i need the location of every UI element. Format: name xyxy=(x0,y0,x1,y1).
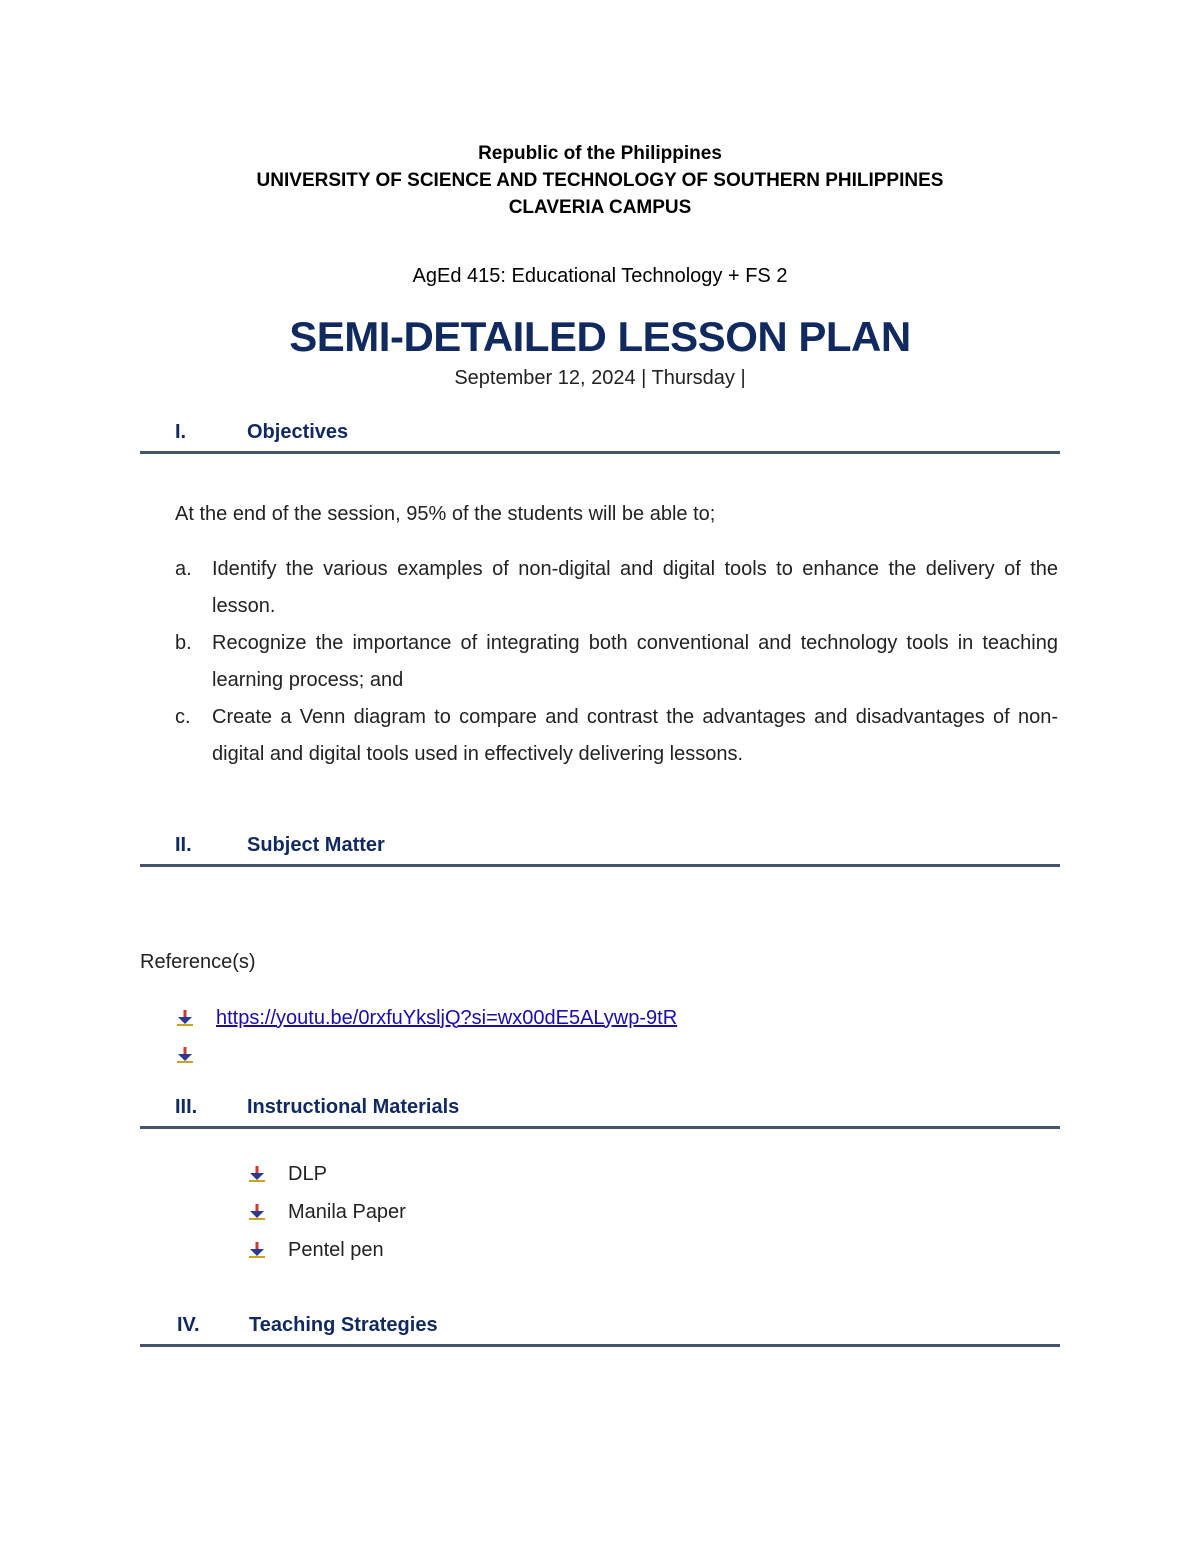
reference-link[interactable]: https://youtu.be/0rxfuYksljQ?si=wx00dE5ALywp-9tR xyxy=(216,1006,678,1029)
objective-marker: c. xyxy=(175,706,191,728)
header-campus: CLAVERIA CAMPUS xyxy=(508,197,692,218)
arrow-bullet-icon xyxy=(176,1009,194,1027)
section-rule xyxy=(140,1126,1060,1129)
section-number: III. xyxy=(175,1096,198,1118)
material-text: Pentel pen xyxy=(288,1238,384,1261)
course-title: AgEd 415: Educational Technology + FS 2 xyxy=(412,265,788,287)
arrow-bullet-icon xyxy=(248,1203,266,1221)
header-university: UNIVERSITY OF SCIENCE AND TECHNOLOGY OF SOUTHERN PHILIPPINES xyxy=(256,170,944,191)
material-item xyxy=(248,1193,406,1231)
objective-text: Identify the various examples of non-digital and digital tools to enhance the delivery of the lesson. xyxy=(212,558,1058,617)
objective-text: Recognize the importance of integrating both conventional and technology tools in teaching learning process; and xyxy=(212,632,1058,691)
arrow-bullet-icon xyxy=(176,1046,194,1064)
lesson-date: September 12, 2024 | Thursday | xyxy=(454,367,746,389)
objective-marker: b. xyxy=(175,632,192,654)
objective-item xyxy=(175,551,1058,625)
section-title: Instructional Materials xyxy=(247,1096,460,1118)
references-label: Reference(s) xyxy=(140,951,256,973)
objective-marker: a. xyxy=(175,558,192,580)
material-text: Manila Paper xyxy=(288,1200,406,1223)
section-rule xyxy=(140,1344,1060,1347)
material-item xyxy=(248,1231,384,1269)
reference-item xyxy=(176,999,677,1037)
section-title: Teaching Strategies xyxy=(249,1314,438,1336)
section-rule xyxy=(140,864,1060,867)
arrow-bullet-icon xyxy=(248,1165,266,1183)
section-number: I. xyxy=(175,421,187,443)
section-title: Subject Matter xyxy=(247,834,385,856)
objective-item xyxy=(175,699,1058,773)
objectives-intro: At the end of the session, 95% of the students will be able to; xyxy=(175,503,716,525)
objective-text: Create a Venn diagram to compare and contrast the advantages and disadvantages of non-digital and digital tools used in effectively delivering lessons. xyxy=(212,706,1058,765)
objectives-list xyxy=(175,551,1058,773)
header-republic: Republic of the Philippines xyxy=(478,143,722,164)
material-text: DLP xyxy=(288,1162,327,1185)
section-title: Objectives xyxy=(247,421,349,443)
material-item xyxy=(248,1155,327,1193)
reference-item xyxy=(176,1036,216,1074)
section-rule xyxy=(140,451,1060,454)
section-number: II. xyxy=(175,834,192,856)
objective-item xyxy=(175,625,1058,699)
section-number: IV. xyxy=(177,1314,200,1336)
lesson-plan-title: SEMI-DETAILED LESSON PLAN xyxy=(289,313,911,360)
arrow-bullet-icon xyxy=(248,1241,266,1259)
